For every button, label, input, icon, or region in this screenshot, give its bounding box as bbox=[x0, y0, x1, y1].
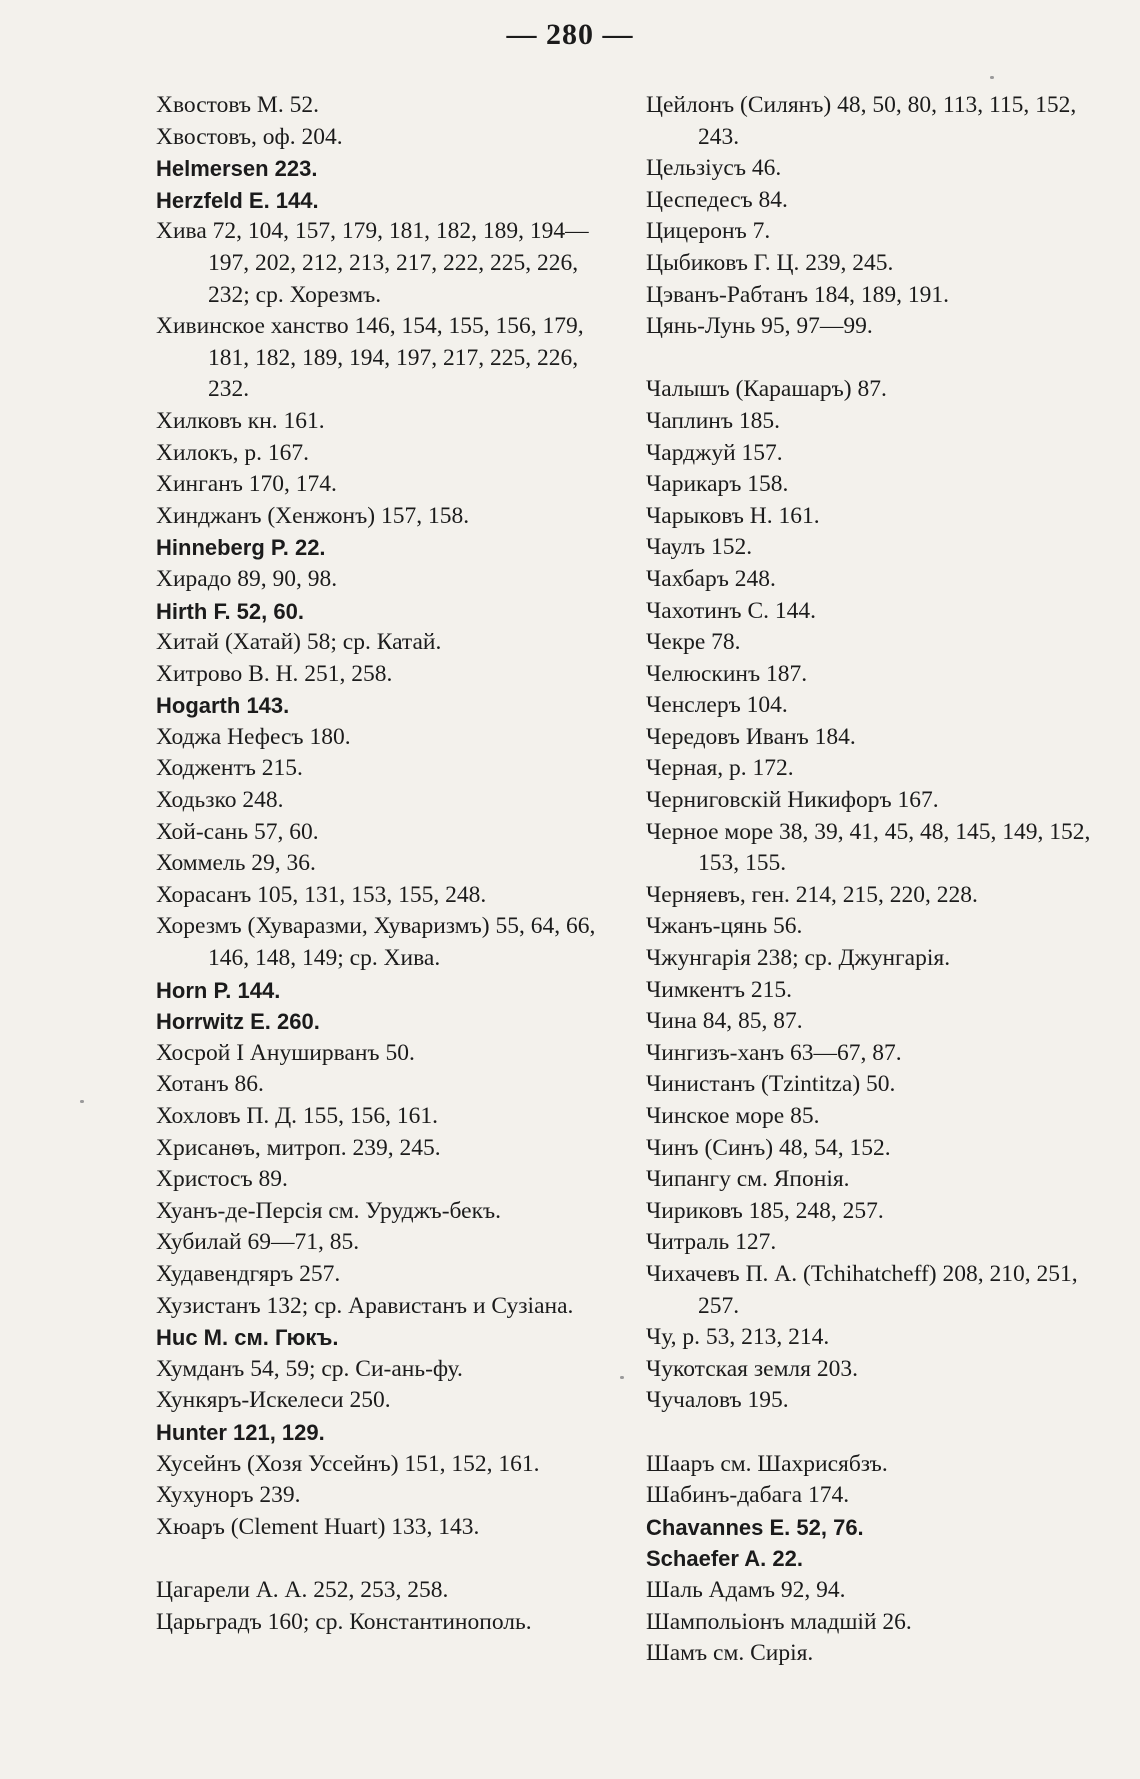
index-entry: Шамъ см. Сирія. bbox=[646, 1640, 814, 1667]
index-column-left bbox=[156, 90, 612, 1638]
index-entry: Хитай (Хатай) 58; ср. Катай. bbox=[156, 629, 442, 656]
index-entry: Чинское море 85. bbox=[646, 1103, 820, 1129]
index-entry: Хивинское ханство 146, 154, 155, 156, 179, 181, 182, 189, 194, 197, 217, 225, 226, 232. bbox=[156, 313, 584, 403]
index-entry: Hinneberg P. 22. bbox=[156, 535, 326, 561]
index-entry: Хухуноръ 239. bbox=[156, 1482, 301, 1509]
print-speck bbox=[620, 1376, 624, 1379]
index-entry: Хумданъ 54, 59; ср. Си-ань-фу. bbox=[156, 1355, 463, 1382]
index-entry: Хилокъ, р. 167. bbox=[156, 439, 309, 466]
index-entry: Цэванъ-Рабтанъ 184, 189, 191. bbox=[646, 281, 949, 308]
section-gap bbox=[646, 343, 1102, 375]
index-entry: Чарджуй 157. bbox=[646, 439, 783, 466]
section-gap bbox=[646, 1417, 1102, 1449]
index-entry: Цеспедесъ 84. bbox=[646, 186, 788, 213]
index-entry: Хюаръ (Clement Huart) 133, 143. bbox=[156, 1513, 480, 1540]
index-entry: Чжунгарія 238; ср. Джунгарія. bbox=[646, 945, 951, 972]
section-gap bbox=[156, 1543, 612, 1575]
index-entry: Шаль Адамъ 92, 94. bbox=[646, 1576, 846, 1603]
page-number: — 280 — bbox=[506, 18, 634, 51]
index-entry: Худавендгяръ 257. bbox=[156, 1260, 341, 1287]
index-entry: Хирадо 89, 90, 98. bbox=[156, 565, 338, 592]
index-entry: Ходжентъ 215. bbox=[156, 755, 303, 782]
index-entry: Horn P. 144. bbox=[156, 977, 281, 1003]
index-entry: Hunter 121, 129. bbox=[156, 1419, 325, 1445]
index-entry: Цянь-Лунь 95, 97—99. bbox=[646, 313, 873, 340]
index-entry: Schaefer A. 22. bbox=[646, 1546, 803, 1572]
index-entry: Царьградъ 160; ср. Константинополь. bbox=[156, 1608, 532, 1635]
index-entry: Цейлонъ (Силянъ) 48, 50, 80, 113, 115, 152, 243. bbox=[646, 92, 1077, 150]
index-entry: Хилковъ кн. 161. bbox=[156, 407, 325, 434]
index-column-right bbox=[646, 90, 1102, 1670]
index-entry: Хинджанъ (Хенжонъ) 157, 158. bbox=[156, 502, 470, 529]
index-entry: Чалышъ (Карашаръ) 87. bbox=[646, 376, 887, 403]
index-entry: Хорасанъ 105, 131, 153, 155, 248. bbox=[156, 881, 487, 908]
index-entry: Христосъ 89. bbox=[156, 1166, 288, 1193]
index-entry: Чириковъ 185, 248, 257. bbox=[646, 1197, 884, 1224]
index-entry: Ходжа Нефесъ 180. bbox=[156, 723, 351, 750]
index-entry: Чина 84, 85, 87. bbox=[646, 1008, 803, 1035]
index-entry: Челюскинъ 187. bbox=[646, 660, 808, 687]
index-entry: Хрисанѳъ, митроп. 239, 245. bbox=[156, 1134, 441, 1161]
index-entry: Хузистанъ 132; ср. Аравистанъ и Сузіана. bbox=[156, 1292, 574, 1319]
index-entry: Чахотинъ С. 144. bbox=[646, 597, 816, 624]
index-entry: Цагарели А. А. 252, 253, 258. bbox=[156, 1576, 449, 1603]
index-entry: Хвостовъ М. 52. bbox=[156, 92, 319, 118]
index-entry: Хоммель 29, 36. bbox=[156, 850, 316, 877]
index-entry: Hogarth 143. bbox=[156, 693, 290, 719]
index-entry: Хункяръ-Искелеси 250. bbox=[156, 1387, 391, 1414]
index-entry: Черная, р. 172. bbox=[646, 755, 794, 782]
index-entry: Читраль 127. bbox=[646, 1229, 777, 1256]
index-entry: Чихачевъ П. А. (Tchihatcheff) 208, 210, 251, 257. bbox=[646, 1260, 1078, 1319]
index-entry: Hirth F. 52, 60. bbox=[156, 598, 304, 624]
index-entry: Чимкентъ 215. bbox=[646, 976, 792, 1003]
index-entry: Ходьзко 248. bbox=[156, 787, 284, 814]
index-entry: Цыбиковъ Г. Ц. 239, 245. bbox=[646, 249, 894, 276]
index-entry: Черниговскій Никифоръ 167. bbox=[646, 787, 939, 814]
print-speck bbox=[80, 1100, 84, 1103]
index-entry: Цицеронъ 7. bbox=[646, 218, 771, 245]
index-entry: Хубилай 69—71, 85. bbox=[156, 1229, 360, 1256]
index-entry: Хвостовъ, оф. 204. bbox=[156, 123, 343, 150]
index-entry: Horrwitz E. 260. bbox=[156, 1009, 320, 1035]
index-entry: Huc M. см. Гюкъ. bbox=[156, 1325, 339, 1351]
index-entry: Чипангу см. Японія. bbox=[646, 1166, 850, 1193]
index-entry: Хой-сань 57, 60. bbox=[156, 818, 319, 845]
index-entry: Чекре 78. bbox=[646, 629, 741, 656]
index-entry: Ченслеръ 104. bbox=[646, 692, 788, 719]
index-entry: Шааръ см. Шахрисябзъ. bbox=[646, 1450, 888, 1477]
index-entry: Чу, р. 53, 213, 214. bbox=[646, 1324, 830, 1351]
index-entry: Хусейнъ (Хозя Уссейнъ) 151, 152, 161. bbox=[156, 1450, 540, 1477]
index-entry: Чинъ (Синъ) 48, 54, 152. bbox=[646, 1134, 891, 1161]
index-entry: Черное море 38, 39, 41, 45, 48, 145, 149, 152, 153, 155. bbox=[646, 818, 1091, 877]
index-entry: Чжанъ-цянь 56. bbox=[646, 913, 803, 940]
index-entry: Herzfeld E. 144. bbox=[156, 187, 319, 213]
index-entry: Чингизъ-ханъ 63—67, 87. bbox=[646, 1039, 902, 1066]
index-entry: Чаплинъ 185. bbox=[646, 407, 781, 434]
index-entry: Хосрой I Ануширванъ 50. bbox=[156, 1039, 415, 1066]
index-entry: Чарикаръ 158. bbox=[646, 471, 789, 498]
index-entry: Хинганъ 170, 174. bbox=[156, 471, 337, 498]
index-entry: Шампольіонъ младшій 26. bbox=[646, 1608, 912, 1635]
index-entry: Черняевъ, ген. 214, 215, 220, 228. bbox=[646, 881, 978, 908]
index-entry: Хохловъ П. Д. 155, 156, 161. bbox=[156, 1103, 439, 1129]
print-speck bbox=[990, 76, 994, 79]
index-entry: Цельзіусъ 46. bbox=[646, 155, 782, 182]
index-entry: Чукотская земля 203. bbox=[646, 1355, 858, 1382]
index-entry: Хорезмъ (Хуваразми, Хуваризмъ) 55, 64, 66, 146, 148, 149; ср. Хива. bbox=[156, 913, 596, 972]
index-entry: Chavannes E. 52, 76. bbox=[646, 1514, 864, 1540]
index-entry: Чахбаръ 248. bbox=[646, 565, 776, 592]
index-entry: Чучаловъ 195. bbox=[646, 1387, 789, 1414]
index-entry: Хитрово В. Н. 251, 258. bbox=[156, 660, 393, 687]
index-entry: Хотанъ 86. bbox=[156, 1071, 264, 1098]
index-entry: Шабинъ-дабага 174. bbox=[646, 1482, 850, 1509]
index-entry: Чаулъ 152. bbox=[646, 534, 753, 561]
index-entry: Чарыковъ Н. 161. bbox=[646, 502, 820, 529]
index-entry: Helmersen 223. bbox=[156, 156, 318, 182]
index-entry: Хуанъ-де-Персія см. Уруджъ-бекъ. bbox=[156, 1197, 502, 1224]
index-entry: Чередовъ Иванъ 184. bbox=[646, 723, 856, 750]
index-entry: Хива 72, 104, 157, 179, 181, 182, 189, 194—197, 202, 212, 213, 217, 222, 225, 226, 232; ср. Хорезмъ. bbox=[156, 218, 589, 308]
index-entry: Чинистанъ (Tzintitza) 50. bbox=[646, 1071, 896, 1098]
